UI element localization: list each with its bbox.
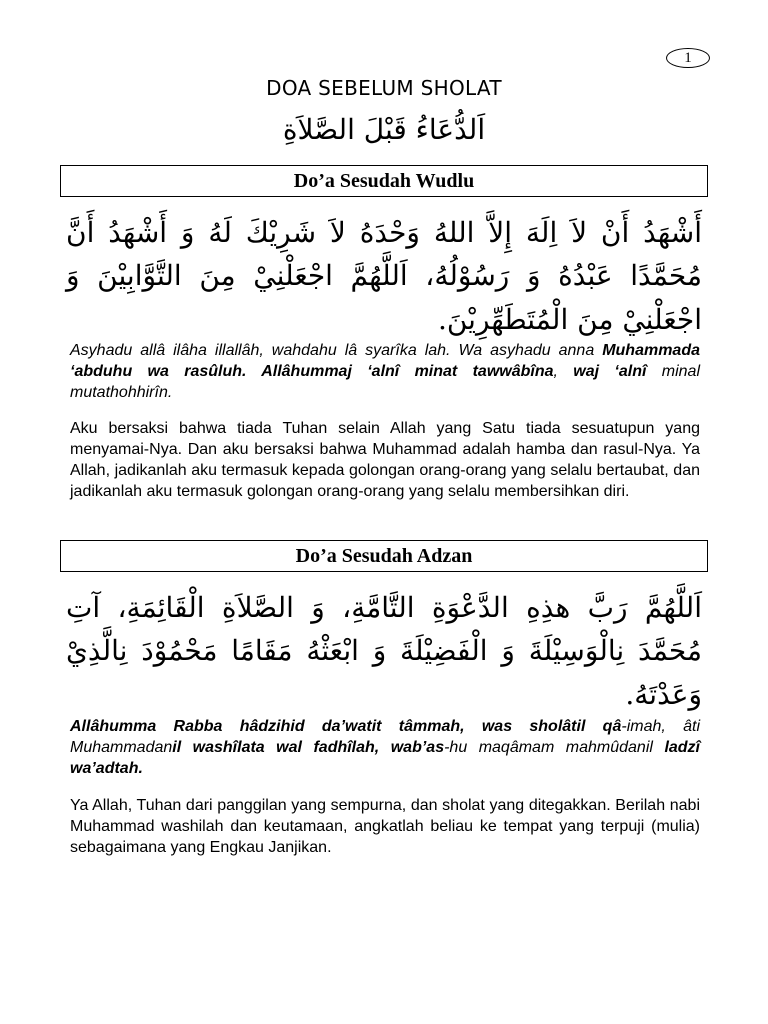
arabic-prayer-wudlu: أَشْهَدُ أَنْ لاَ اِلَهَ إِلاَّ اللهُ وَحْدَهُ لاَ شَرِيْكَ لَهُ وَ أَشْهَدُ أَنَّ مُحَمَّدًا عَبْدُهُ وَ رَسُوْلُهُ، اَللَّهُمَّ اجْعَلْنِيْ مِنَ التَّوَّابِيْنَ وَ اجْعَلْنِيْ مِنَ الْمُتَطَهِّرِيْنَ. xyxy=(66,216,702,336)
translation-wudlu: Aku bersaksi bahwa tiada Tuhan selain Allah yang Satu tiada sesuatupun yang menyamai-Nya. Dan aku bersaksi bahwa Muhammad adalah hamba dan rasul-Nya. Ya Allah, jadikanlah aku termasuk kepada golongan orang-orang yang selalu bertaubat, dan jadikanlah aku termasuk golongan orang-orang yang selalu membersihkan diri. xyxy=(70,420,700,500)
section-heading-adzan xyxy=(60,540,708,572)
section-heading-text: Do’a Sesudah Adzan xyxy=(295,544,473,567)
translit-part-bold: ladzî wa’adtah. xyxy=(70,739,700,777)
translit-part-bold: waj ‘alnî xyxy=(573,363,647,380)
translit-part: -hu maqâmam mahmûdanil xyxy=(444,739,665,756)
section-heading-text: Do’a Sesudah Wudlu xyxy=(293,169,475,192)
transliteration-adzan xyxy=(70,716,700,779)
translit-part: minal mutathohhirîn. xyxy=(70,363,701,401)
translit-part: Asyhadu allâ ilâha illallâh, wahdahu lâ syarîka lah. Wa asyhadu anna xyxy=(70,342,603,359)
section-heading-wudlu xyxy=(60,165,708,197)
page-number-badge xyxy=(666,48,710,68)
page-number: 1 xyxy=(684,49,692,66)
transliteration-wudlu xyxy=(70,340,700,403)
translit-part: , xyxy=(553,363,574,380)
translit-part-bold: Muhammada ‘abduhu wa rasûluh. Allâhummaj ‘alnî minat tawwâbîna xyxy=(70,342,700,380)
translit-part-bold: Allâhumma Rabba hâdzihid da’watit tâmmah, was sholâtil qâ xyxy=(70,718,622,735)
page-title: DOA SEBELUM SHOLAT xyxy=(266,76,502,100)
translit-part: -imah, âti Muhammadan xyxy=(70,718,701,756)
arabic-prayer-adzan: اَللَّهُمَّ رَبَّ هذِهِ الدَّعْوَةِ التَّامَّةِ، وَ الصَّلاَةِ الْقَائِمَةِ، آتِ مُحَمَّدَ نِالْوَسِيْلَةَ وَ الْفَضِيْلَةَ وَ ابْعَثْهُ مَقَامًا مَحْمُوْدَ نِالَّذِيْ وَعَدْتَهُ. xyxy=(66,591,702,711)
arabic-page-title: اَلدُّعَاءُ قَبْلَ الصَّلاَةِ xyxy=(282,113,486,146)
translation-adzan: Ya Allah, Tuhan dari panggilan yang sempurna, dan sholat yang ditegakkan. Berilah nabi Muhammad washilah dan keutamaan, angkatlah beliau ke tempat yang terpuji (mulia) sebagaimana yang Engkau Janjikan. xyxy=(70,797,700,856)
translit-part-bold: il washîlata wal fadhîlah, wab’as xyxy=(172,739,445,756)
